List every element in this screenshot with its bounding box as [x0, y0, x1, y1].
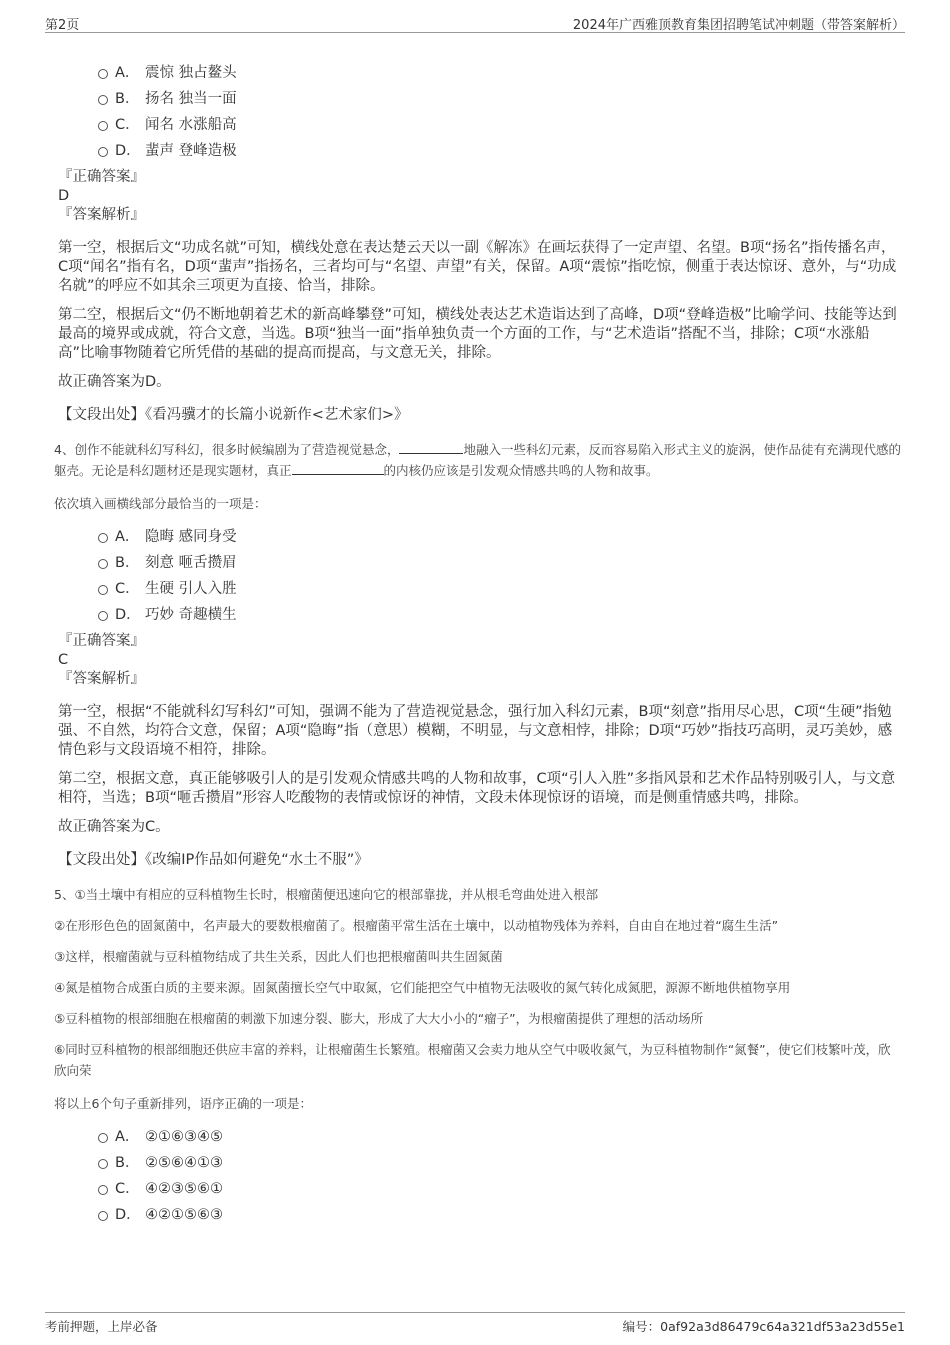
q4-analysis-label: 『答案解析』: [58, 671, 145, 687]
q4-option-d[interactable]: D． 巧妙 奇趣横生: [58, 602, 903, 628]
q3-conclusion: 故正确答案为D。: [58, 374, 171, 390]
q4-option-c[interactable]: C． 生硬 引人入胜: [58, 576, 903, 602]
page-content: [54, 58, 903, 1232]
page-header: [45, 12, 905, 33]
q5-sentence-5: ⑤豆科植物的根部细胞在根瘤菌的刺激下加速分裂、膨大，形成了大大小小的“瘤子”，为根瘤菌提供了理想的活动场所: [54, 1011, 704, 1026]
q4-answer: C: [58, 652, 69, 668]
radio-icon[interactable]: [98, 1159, 108, 1169]
q5-prompt: 将以上6个句子重新排列，语序正确的一项是：: [54, 1096, 312, 1111]
q4-options: [58, 524, 903, 628]
q4-prompt: 依次填入画横线部分最恰当的一项是：: [54, 496, 267, 511]
q5-sentence-6: ⑥同时豆科植物的根部细胞还供应丰富的养料，让根瘤菌生长繁殖。根瘤菌又会卖力地从空气中吸收氮气，为豆科植物制作“氮餐”，使它们枝繁叶茂，欣欣向荣: [54, 1042, 891, 1078]
q5-sentence-3: ③这样，根瘤菌就与豆科植物结成了共生关系，因此人们也把根瘤菌叫共生固氮菌: [54, 949, 503, 964]
q5-sentence-1: 5、①当土壤中有相应的豆科植物生长时，根瘤菌便迅速向它的根部靠拢，并从根毛弯曲处进入根部: [54, 887, 599, 902]
q3-options: [58, 60, 903, 164]
radio-icon[interactable]: [98, 1133, 108, 1143]
q4-source: 【文段出处】《改编IP作品如何避免“水土不服”》: [58, 852, 369, 868]
radio-icon[interactable]: [98, 611, 108, 621]
q4-analysis-paragraph-2: 第二空，根据文意，真正能够吸引人的是引发观众情感共鸣的人物和故事，C项“引人入胜”多指风景和艺术作品特别吸引人，与文意相符，当选；B项“咂舌攒眉”形容人吃酸物的表情或惊讶的神情，文段未体现惊讶的语境，而是侧重情感共鸣，排除。: [58, 771, 896, 806]
radio-icon[interactable]: [98, 533, 108, 543]
q3-source: 【文段出处】《看冯骥才的长篇小说新作<艺术家们>》: [58, 407, 409, 423]
radio-icon[interactable]: [98, 121, 108, 131]
q4-stem: 4、创作不能就科幻写科幻，很多时候编剧为了营造视觉悬念， 地融入一些科幻元素，反而容易陷入形式主义的旋涡，使作品徒有充满现代感的躯壳。无论是科幻题材还是现实题材，真正 的内核仍应该是引发观众情感共鸣的人物和故事。: [54, 442, 901, 478]
page-number: 第2页: [45, 18, 80, 33]
q5-options: [58, 1124, 903, 1228]
page-footer: [45, 1312, 905, 1337]
q3-analysis-paragraph-2: 第二空，根据后文“仍不断地朝着艺术的新高峰攀登”可知，横线处表达艺术造诣达到了高峰，D项“登峰造极”比喻学问、技能等达到最高的境界或成就，符合文意，当选。B项“独当一面”指单独负责一个方面的工作，与“艺术造诣”搭配不当，排除；C项“水涨船高”比喻事物随着它所凭借的基础的提高而提高，与文意无关，排除。: [58, 307, 897, 361]
radio-icon[interactable]: [98, 1211, 108, 1221]
q3-answer-label: 『正确答案』: [58, 169, 145, 185]
q3-option-c[interactable]: C． 闻名 水涨船高: [58, 112, 903, 138]
q5-option-d[interactable]: D． ④②①⑤⑥③: [58, 1202, 903, 1228]
q4-option-b[interactable]: B． 刻意 咂舌攒眉: [58, 550, 903, 576]
q3-analysis-label: 『答案解析』: [58, 207, 145, 223]
q3-answer: D: [58, 188, 70, 204]
q5-option-b[interactable]: B． ②⑤⑥④①③: [58, 1150, 903, 1176]
q4-conclusion: 故正确答案为C。: [58, 819, 170, 835]
q4-blank-1: [399, 440, 463, 454]
q5-sentence-2: ②在形形色色的固氮菌中，名声最大的要数根瘤菌了。根瘤菌平常生活在土壤中，以动植物残体为养料，自由自在地过着“腐生生活”: [54, 918, 779, 933]
document-title: 2024年广西雅顶教育集团招聘笔试冲刺题（带答案解析）: [572, 18, 905, 33]
q3-option-b[interactable]: B． 扬名 独当一面: [58, 86, 903, 112]
q4-answer-label: 『正确答案』: [58, 633, 145, 649]
radio-icon[interactable]: [98, 559, 108, 569]
document-code: 编号：0af92a3d86479c64a321df53a23d55e1: [622, 1319, 905, 1334]
q4-analysis-paragraph-1: 第一空，根据“不能就科幻写科幻”可知，强调不能为了营造视觉悬念，强行加入科幻元素，B项“刻意”指用尽心思，C项“生硬”指勉强、不自然，均符合文意，保留；A项“隐晦”指（意思）模糊，不明显，与文意相悖，排除；D项“巧妙”指技巧高明，灵巧美妙，感情色彩与文段语境不相符，排除。: [58, 704, 893, 758]
q3-option-d[interactable]: D． 蜚声 登峰造极: [58, 138, 903, 164]
radio-icon[interactable]: [98, 147, 108, 157]
q3-option-a[interactable]: A． 震惊 独占鳌头: [58, 60, 903, 86]
radio-icon[interactable]: [98, 1185, 108, 1195]
q5-sentence-4: ④氮是植物合成蛋白质的主要来源。固氮菌擅长空气中取氮，它们能把空气中植物无法吸收的氮气转化成氮肥，源源不断地供植物享用: [54, 980, 791, 995]
q5-option-c[interactable]: C． ④②③⑤⑥①: [58, 1176, 903, 1202]
q4-blank-2: [292, 461, 384, 475]
q4-option-a[interactable]: A． 隐晦 感同身受: [58, 524, 903, 550]
footer-slogan: 考前押题，上岸必备: [45, 1319, 158, 1334]
q3-analysis-paragraph-1: 第一空，根据后文“功成名就”可知，横线处意在表达楚云天以一副《解冻》在画坛获得了一定声望、名望。B项“扬名”指传播名声，C项“闻名”指有名，D项“蜚声”指扬名，三者均可与“名望、声望”有关，保留。A项“震惊”指吃惊，侧重于表达惊讶、意外，与“功成名就”的呼应不如其余三项更为直接、恰当，排除。: [58, 240, 897, 294]
radio-icon[interactable]: [98, 585, 108, 595]
radio-icon[interactable]: [98, 95, 108, 105]
radio-icon[interactable]: [98, 69, 108, 79]
q5-option-a[interactable]: A． ②①⑥③④⑤: [58, 1124, 903, 1150]
